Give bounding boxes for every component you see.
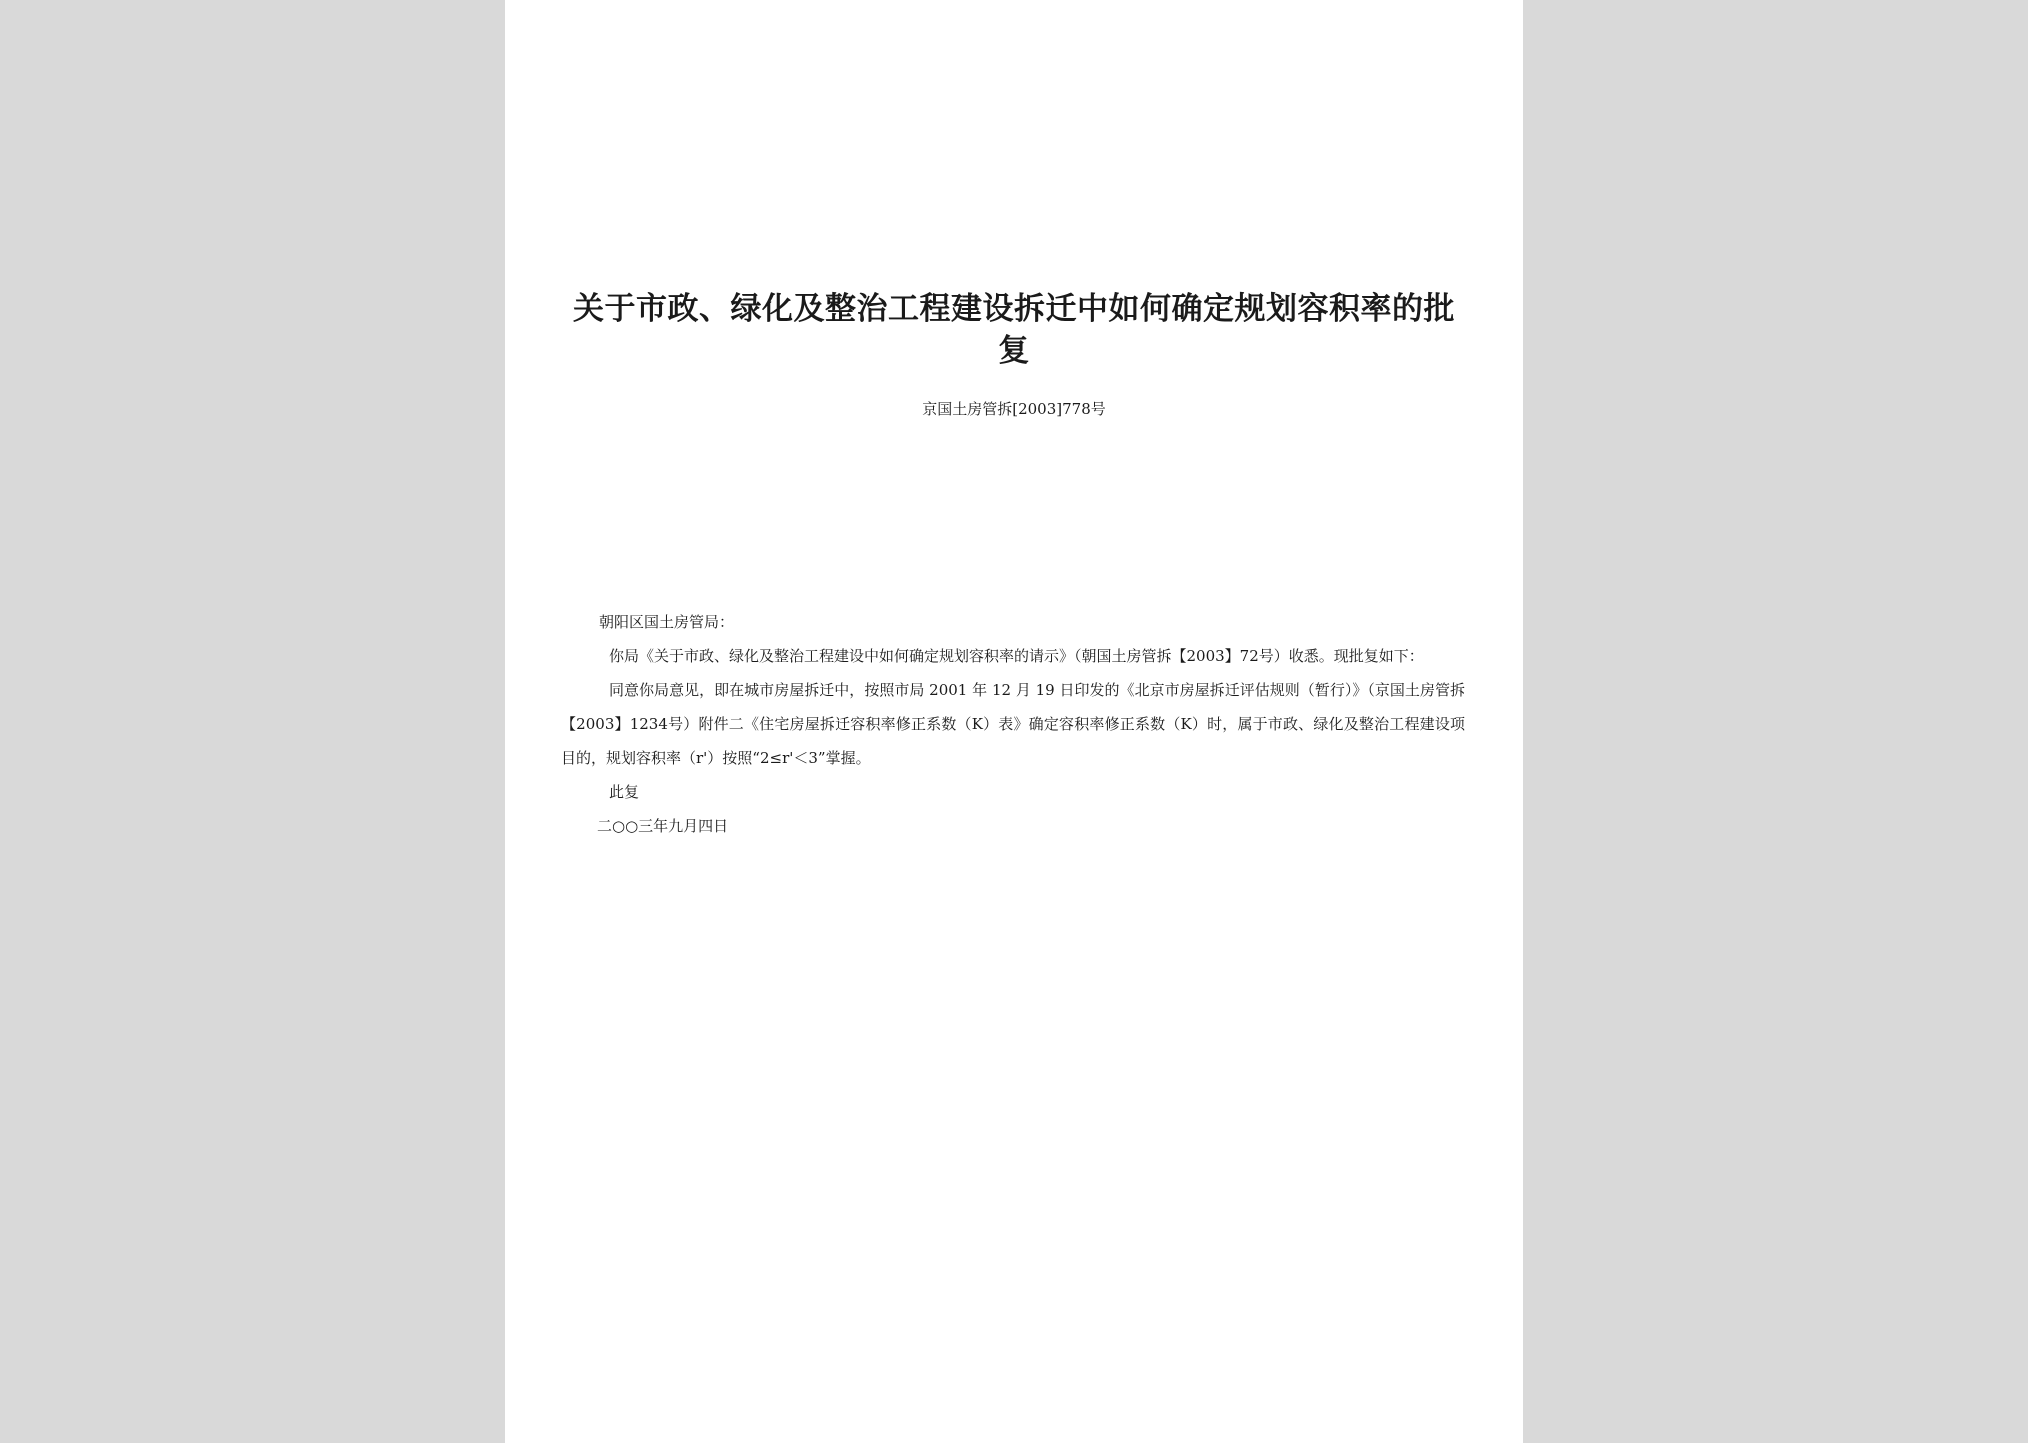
document-page [505, 0, 1523, 1443]
document-number: 京国土房管拆[2003]778号 [922, 400, 1106, 418]
addressee: 朝阳区国土房管局： [599, 613, 735, 631]
document-title: 关于市政、绿化及整治工程建设拆迁中如何确定规划容积率的批复 [573, 291, 1455, 369]
paragraph-reply-intro: 你局《关于市政、绿化及整治工程建设中如何确定规划容积率的请示》（朝国土房管拆【2003】72号）收悉。现批复如下： [609, 647, 1424, 665]
issue-date: 二○○三年九月四日 [597, 817, 729, 835]
paragraph-reply-decision: 同意你局意见，即在城市房屋拆迁中，按照市局 2001 年 12 月 19 日印发的《北京市房屋拆迁评估规则（暂行）》（京国土房管拆【2003】1234号）附件二《住宅房屋拆迁容积率修正系数（K）表》确定容积率修正系数（K）时，属于市政、绿化及整治工程建设项目的，规划容积率（r'）按照“2≤r'＜3”掌握。 [561, 681, 1465, 767]
document-body [561, 605, 1465, 843]
closing-phrase: 此复 [609, 783, 640, 801]
